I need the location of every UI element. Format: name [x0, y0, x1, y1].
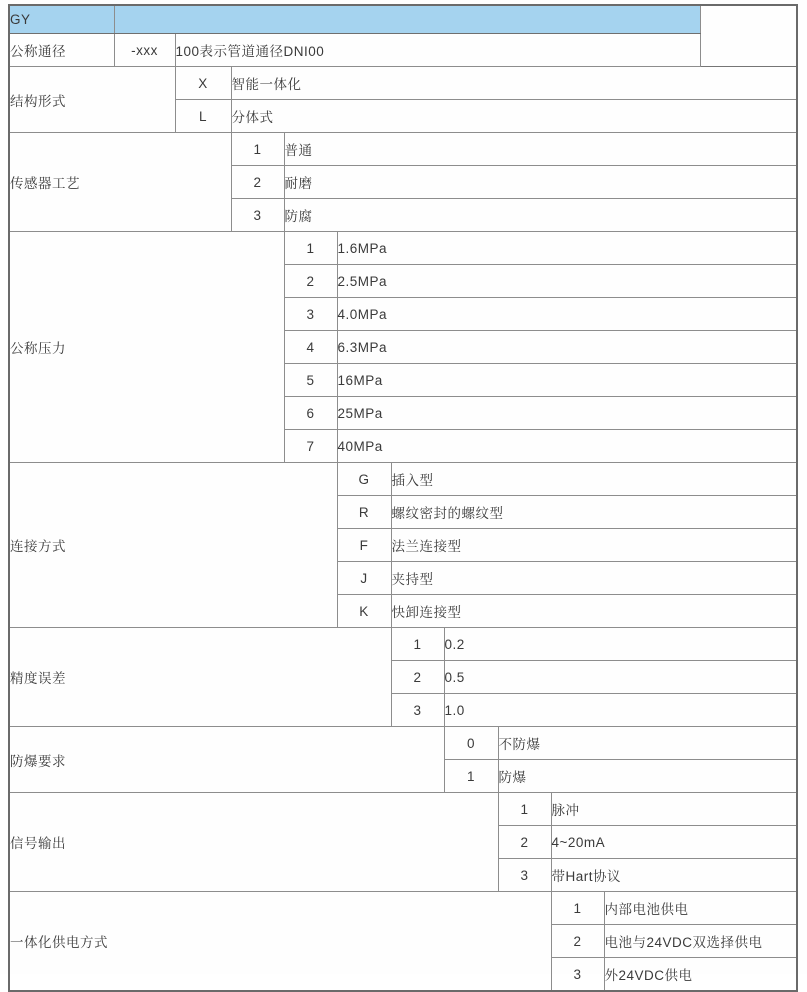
- option-code-cell: 5: [284, 364, 337, 397]
- option-value-cell: 0.2: [444, 628, 797, 661]
- option-value-cell: 法兰连接型: [391, 529, 797, 562]
- group-label-cell: 公称压力: [9, 232, 284, 463]
- option-code-cell: 3: [284, 298, 337, 331]
- option-value-cell: 普通: [284, 133, 797, 166]
- option-value-cell: 快卸连接型: [391, 595, 797, 628]
- option-row: [9, 232, 797, 265]
- group-label-cell: 连接方式: [9, 463, 337, 628]
- option-code-cell: 1: [284, 232, 337, 265]
- option-code-cell: 3: [391, 694, 444, 727]
- option-row: [9, 133, 797, 166]
- option-value-cell: 防爆: [498, 760, 797, 793]
- group-label-cell: 防爆要求: [9, 727, 444, 793]
- group-label-cell: 信号输出: [9, 793, 498, 892]
- model-table-body: [9, 5, 797, 991]
- group-label-cell: 结构形式: [9, 67, 175, 133]
- option-value-cell: 脉冲: [551, 793, 797, 826]
- series-header-blank-cell: [114, 5, 701, 34]
- option-code-cell: 3: [498, 859, 551, 892]
- option-value-cell: 智能一体化: [231, 67, 797, 100]
- option-code-cell: 3: [551, 958, 604, 992]
- option-value-cell: 2.5MPa: [337, 265, 797, 298]
- option-value-cell: 外24VDC供电: [604, 958, 797, 992]
- group-label-cell: 一体化供电方式: [9, 892, 551, 992]
- option-code-cell: 2: [284, 265, 337, 298]
- option-code-cell: X: [175, 67, 231, 100]
- option-code-cell: 1: [231, 133, 284, 166]
- option-value-cell: 插入型: [391, 463, 797, 496]
- option-value-cell: 4~20mA: [551, 826, 797, 859]
- option-value-cell: 6.3MPa: [337, 331, 797, 364]
- option-row: [9, 628, 797, 661]
- option-code-cell: F: [337, 529, 391, 562]
- option-row: [9, 727, 797, 760]
- option-code-cell: 2: [498, 826, 551, 859]
- option-code-cell: 2: [551, 925, 604, 958]
- option-value-cell: 电池与24VDC双选择供电: [604, 925, 797, 958]
- option-value-cell: 防腐: [284, 199, 797, 232]
- series-header-row: [9, 5, 797, 34]
- option-row: [9, 793, 797, 826]
- group-label-cell: 精度误差: [9, 628, 391, 727]
- option-value-cell: 内部电池供电: [604, 892, 797, 925]
- option-code-cell: 1: [444, 760, 498, 793]
- option-row: [9, 892, 797, 925]
- option-value-cell: 带Hart协议: [551, 859, 797, 892]
- diameter-label-cell: 公称通径: [9, 34, 114, 67]
- option-code-cell: L: [175, 100, 231, 133]
- option-row: [9, 463, 797, 496]
- option-value-cell: 夹持型: [391, 562, 797, 595]
- diameter-code-cell: -xxx: [114, 34, 175, 67]
- option-value-cell: 40MPa: [337, 430, 797, 463]
- group-label-cell: 传感器工艺: [9, 133, 231, 232]
- option-value-cell: 1.6MPa: [337, 232, 797, 265]
- option-code-cell: 1: [498, 793, 551, 826]
- option-code-cell: R: [337, 496, 391, 529]
- diameter-description-cell: 100表示管道通径DNI00: [175, 34, 701, 67]
- diameter-row: [9, 34, 797, 67]
- option-value-cell: 螺纹密封的螺纹型: [391, 496, 797, 529]
- series-code-cell: GY: [9, 5, 114, 34]
- option-value-cell: 耐磨: [284, 166, 797, 199]
- option-value-cell: 1.0: [444, 694, 797, 727]
- option-row: [9, 67, 797, 100]
- option-code-cell: 3: [231, 199, 284, 232]
- option-value-cell: 分体式: [231, 100, 797, 133]
- option-code-cell: G: [337, 463, 391, 496]
- option-code-cell: J: [337, 562, 391, 595]
- option-value-cell: 不防爆: [498, 727, 797, 760]
- model-selection-table: [8, 4, 798, 992]
- option-code-cell: 2: [391, 661, 444, 694]
- option-value-cell: 4.0MPa: [337, 298, 797, 331]
- option-code-cell: 1: [551, 892, 604, 925]
- option-code-cell: 2: [231, 166, 284, 199]
- option-code-cell: K: [337, 595, 391, 628]
- option-value-cell: 0.5: [444, 661, 797, 694]
- option-code-cell: 1: [391, 628, 444, 661]
- option-code-cell: 6: [284, 397, 337, 430]
- option-code-cell: 0: [444, 727, 498, 760]
- option-code-cell: 4: [284, 331, 337, 364]
- option-code-cell: 7: [284, 430, 337, 463]
- option-value-cell: 25MPa: [337, 397, 797, 430]
- option-value-cell: 16MPa: [337, 364, 797, 397]
